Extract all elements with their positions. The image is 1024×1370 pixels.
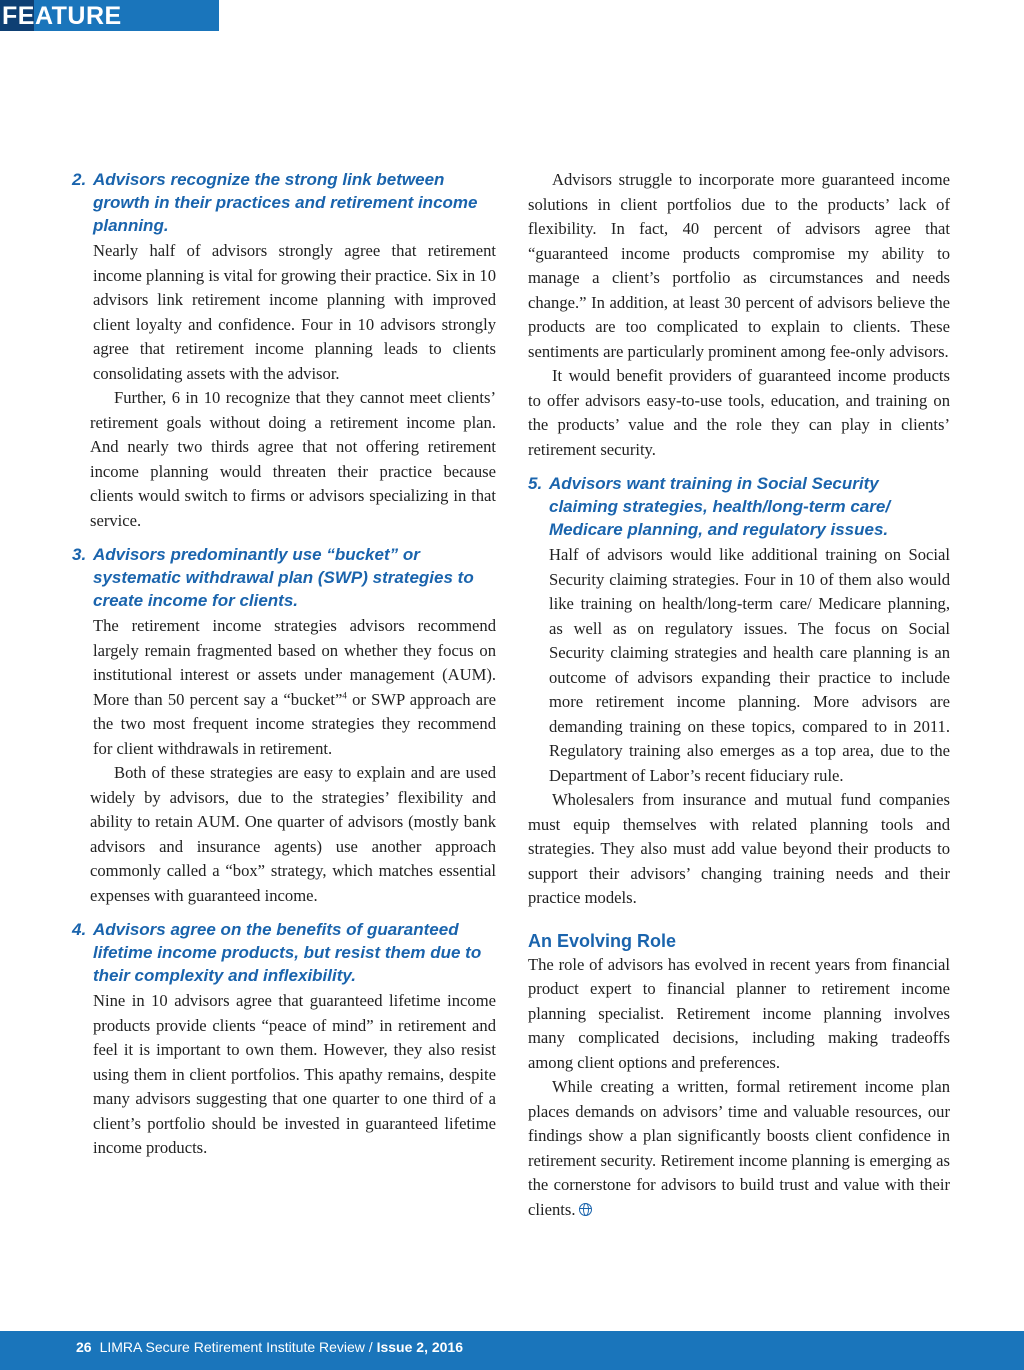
- evolving-paragraph-2-text: While creating a written, formal retirement income plan places demands on advisors’ time and valuable resources, our findings show a plan significantly boosts client confidence in retirement security. Retirement income planning is emerging as the cornerstone for advisors to build trust and value with their clients.: [528, 1077, 950, 1219]
- section-3-paragraph-2: Both of these strategies are easy to explain and are used widely by advisors, due to the strategies’ flexibility and ability to retain AUM. One quarter of advisors (mostly bank advisors and insurance agents) use another approach commonly called a “box” strategy, which matches essential expenses with guaranteed income.: [90, 763, 496, 905]
- section-4-heading: [72, 918, 496, 987]
- evolving-paragraph-2: [528, 1075, 950, 1222]
- section-3-heading: [72, 543, 496, 612]
- section-4-paragraph-1: Nine in 10 advisors agree that guaranteed lifetime income products provide clients “peace of mind” in retirement and feel it is important to own them. However, they also resist using them in client portfolios. This apathy remains, despite many advisors suggesting that one quarter to one third of a client’s portfolio should be invested in guaranteed lifetime income products.: [93, 991, 496, 1157]
- section-5-body: [528, 543, 950, 788]
- section-2-paragraph-1: Nearly half of advisors strongly agree that retirement income planning is vital for growing their practice. Six in 10 advisors link retirement income planning with improved client loyalty and confidence. Four in 10 advisors strongly agree that retirement income planning leads to clients consolidating assets with the advisor.: [93, 241, 496, 383]
- footnote-marker: 4: [342, 689, 347, 700]
- section-3-heading-text: Advisors predominantly use “bucket” or systematic withdrawal plan (SWP) strategies to create income for clients.: [93, 545, 474, 610]
- section-2-body: [72, 239, 496, 386]
- evolving-role-title: An Evolving Role: [528, 930, 677, 951]
- right-column: [528, 168, 950, 1222]
- section-4-heading-text: Advisors agree on the benefits of guaranteed lifetime income products, but resist them due to their complexity and inflexibility.: [93, 920, 482, 985]
- section-4-number: 4.: [72, 920, 87, 939]
- page-number: 26: [76, 1339, 92, 1355]
- section-4-body: [72, 989, 496, 1161]
- section-2-heading: [72, 168, 496, 237]
- section-2-number: 2.: [72, 170, 87, 189]
- section-5-paragraph-2: Wholesalers from insurance and mutual fund companies must equip themselves with related planning tools and strategies. They also must add value beyond their products to support their advisors’ changing training needs and their practice models.: [528, 790, 950, 907]
- section-5-number: 5.: [528, 474, 543, 493]
- section-5-paragraph-1: Half of advisors would like additional training on Social Security claiming strategies. Four in 10 of them also would like training on health/long-term care/ Medicare planning, as well as on regulatory issues. The focus on Social Security claiming strategies and health care planning is an outcome of advisors expanding their practice to include more retirement income planning. More advisors are demanding training on these topics, compared to in 2011. Regulatory training also emerges as a top area, due to the Department of Labor’s recent fiduciary rule.: [549, 545, 950, 785]
- left-column: [72, 168, 496, 1161]
- publication-name: LIMRA Secure Retirement Institute Review: [99, 1339, 365, 1355]
- right-paragraph-2: It would benefit providers of guaranteed income products to offer advisors easy-to-use tools, education, and training on the products’ value and the role they can play in clients’ retirement security.: [528, 366, 950, 459]
- section-3-body: [72, 614, 496, 761]
- section-3-number: 3.: [72, 545, 87, 564]
- issue-label: Issue 2, 2016: [376, 1339, 463, 1355]
- section-5-heading: [528, 472, 950, 541]
- globe-icon: [579, 1203, 592, 1216]
- section-2-paragraph-2: Further, 6 in 10 recognize that they cannot meet clients’ retirement goals without doing a retirement income plan. And nearly two thirds agree that not offering retirement income planning would threaten their practice because clients would switch to firms or advisors specializing in that service.: [90, 388, 496, 530]
- feature-tab: [0, 0, 219, 31]
- footer-separator: /: [364, 1339, 377, 1355]
- evolving-paragraph-1: The role of advisors has evolved in recent years from financial product expert to financial planner to retirement income planning specialist. Retirement income planning involves many complicated decisions, including making tradeoffs among client options and preferences.: [528, 954, 950, 1072]
- section-5-heading-text: Advisors want training in Social Security claiming strategies, health/long-term care/ Medicare planning, and regulatory issues.: [549, 474, 891, 539]
- section-3-paragraph-1-a: The retirement income strategies advisors recommend largely remain fragmented based on whether they focus on institutional interest or assets under management (AUM). More than 50 percent say a “bucket”: [93, 616, 496, 709]
- feature-label: FEATURE: [2, 2, 122, 30]
- section-3-paragraph-1: [93, 614, 496, 761]
- footer: [76, 1338, 463, 1356]
- right-paragraph-1: Advisors struggle to incorporate more guaranteed income solutions in client portfolios due to the products’ lack of flexibility. In fact, 40 percent of advisors agree that “guaranteed income products compromise my ability to manage a client’s portfolio as circumstances and needs change.” In addition, at least 30 percent of advisors believe the products are too complicated to explain to clients. These sentiments are particularly prominent among fee-only advisors.: [528, 170, 950, 361]
- section-2-heading-text: Advisors recognize the strong link between growth in their practices and retirement income planning.: [93, 170, 478, 235]
- section-3-paragraph-1-b: or SWP approach are the two most frequent income strategies they recommend for client withdrawals in retirement.: [93, 689, 496, 758]
